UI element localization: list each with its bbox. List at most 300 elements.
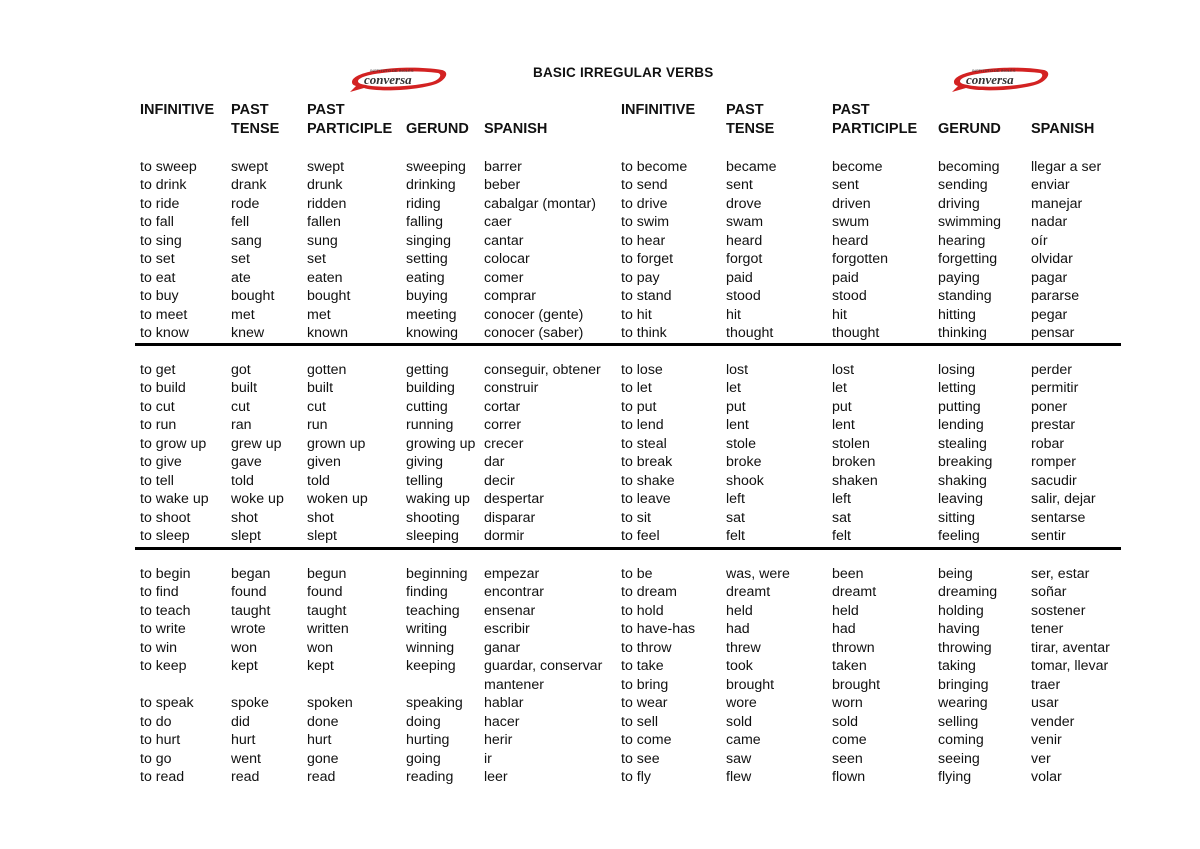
cell-past-participle: let [832, 380, 847, 397]
cell-past-tense: was, were [726, 566, 790, 582]
cell-gerund: beginning [406, 566, 468, 582]
cell-past-participle: lost [832, 362, 855, 378]
cell-past-tense: broke [726, 454, 762, 471]
cell-past-participle: paid [832, 269, 859, 286]
cell-infinitive: to tell [140, 472, 174, 489]
cell-gerund: throwing [938, 639, 992, 656]
table-row [0, 583, 1200, 601]
cell-spanish: hacer [484, 713, 520, 730]
cell-past-tense: woke up [231, 491, 284, 508]
cell-spanish: barrer [484, 159, 522, 175]
cell-gerund: eating [406, 269, 445, 286]
table-row [0, 287, 1200, 305]
cell-gerund: reading [406, 768, 454, 785]
cell-spanish: construir [484, 380, 539, 397]
table-row [0, 195, 1200, 213]
cell-gerund: going [406, 750, 441, 767]
cell-infinitive: to steal [621, 435, 667, 452]
cell-gerund: coming [938, 732, 984, 749]
cell-gerund: meeting [406, 306, 457, 323]
header-line1: PAST [307, 102, 345, 118]
cell-past-tense: slept [231, 528, 261, 545]
header-line2: TENSE [231, 121, 280, 137]
cell-past-tense: hit [726, 306, 741, 323]
cell-spanish: cabalgar (montar) [484, 195, 596, 212]
cell-spanish: beber [484, 177, 521, 194]
header-infinitive [621, 101, 695, 139]
cell-past-tense: felt [726, 528, 745, 545]
cell-gerund: stealing [938, 435, 987, 452]
cell-spanish: sostener [1031, 602, 1086, 619]
cell-gerund: sending [938, 177, 988, 194]
cell-past-tense: swam [726, 214, 764, 231]
cell-past-tense: took [726, 658, 753, 675]
cell-gerund: sweeping [406, 159, 466, 175]
cell-past-tense: sang [231, 232, 262, 249]
cell-spanish: romper [1031, 454, 1076, 471]
cell-past-tense: sent [726, 177, 753, 194]
cell-past-tense: drove [726, 195, 762, 212]
cell-spanish: conocer (saber) [484, 325, 584, 342]
cell-infinitive: to keep [140, 658, 187, 675]
cell-spanish: olvidar [1031, 251, 1073, 268]
cell-past-tense: went [231, 750, 261, 767]
cell-infinitive: to write [140, 621, 186, 638]
cell-spanish: pararse [1031, 288, 1080, 305]
cell-past-tense: fell [231, 214, 250, 231]
table-row [0, 213, 1200, 231]
cell-infinitive: to shake [621, 472, 675, 489]
cell-spanish: vender [1031, 713, 1075, 730]
table-row [0, 324, 1200, 342]
cell-past-participle: hurt [307, 732, 332, 749]
cell-past-participle: left [832, 491, 851, 508]
cell-infinitive: to hear [621, 232, 666, 249]
cell-infinitive: to fly [621, 768, 651, 785]
cell-spanish: correr [484, 417, 522, 434]
cell-infinitive: to meet [140, 306, 188, 323]
cell-past-tense: read [231, 768, 260, 785]
cell-infinitive: to run [140, 417, 177, 434]
cell-infinitive: to ride [140, 195, 180, 212]
cell-gerund: standing [938, 288, 992, 305]
table-row [0, 639, 1200, 657]
table-row [0, 472, 1200, 490]
cell-past-tense: cut [231, 398, 250, 415]
cell-gerund: dreaming [938, 584, 998, 601]
header-line1 [406, 101, 469, 120]
cell-gerund: finding [406, 584, 448, 601]
cell-past-tense: became [726, 159, 777, 175]
cell-past-tense: saw [726, 750, 752, 767]
cell-gerund: putting [938, 398, 981, 415]
cell-spanish: hablar [484, 695, 524, 712]
cell-past-participle: become [832, 159, 883, 175]
cell-spanish: oír [1031, 232, 1048, 249]
cell-gerund: setting [406, 251, 448, 268]
cell-infinitive: to sing [140, 232, 182, 249]
cell-past-participle: lent [832, 417, 855, 434]
cell-past-participle: swum [832, 214, 870, 231]
cell-gerund: paying [938, 269, 980, 286]
cell-spanish: poner [1031, 398, 1068, 415]
cell-spanish: despertar [484, 491, 544, 508]
cell-past-participle: come [832, 732, 867, 749]
table-row [0, 527, 1200, 545]
cell-gerund: sleeping [406, 528, 459, 545]
cell-past-participle: sat [832, 509, 851, 526]
table-row [0, 453, 1200, 471]
cell-spanish: tomar, llevar [1031, 658, 1109, 675]
cell-spanish: soñar [1031, 584, 1067, 601]
cell-past-tense: sat [726, 509, 745, 526]
table-row [0, 490, 1200, 508]
cell-gerund: feeling [938, 528, 980, 545]
cell-infinitive: to cut [140, 398, 175, 415]
cell-past-participle: driven [832, 195, 871, 212]
cell-spanish: conocer (gente) [484, 306, 584, 323]
cell-infinitive: to buy [140, 288, 179, 305]
cell-past-participle: taught [307, 602, 347, 619]
cell-spanish: herir [484, 732, 513, 749]
cell-infinitive: to sweep [140, 159, 197, 175]
cell-past-tense: heard [726, 232, 763, 249]
cell-past-participle: written [307, 621, 349, 638]
cell-infinitive: to stand [621, 288, 672, 305]
logo-text: conversa [966, 72, 1014, 87]
cell-infinitive: to go [140, 750, 172, 767]
cell-infinitive: to begin [140, 566, 191, 582]
header-line1: INFINITIVE [621, 102, 696, 118]
header-line1 [938, 101, 1001, 120]
cell-gerund: winning [406, 639, 455, 656]
cell-spanish: tener [1031, 621, 1064, 638]
table-row [0, 768, 1200, 786]
cell-past-tense: stood [726, 288, 761, 305]
cell-past-participle: put [832, 398, 852, 415]
cell-past-tense: lent [726, 417, 749, 434]
table-row [0, 416, 1200, 434]
cell-infinitive: to swim [621, 214, 670, 231]
cell-spanish: ganar [484, 639, 521, 656]
cell-past-participle: told [307, 472, 330, 489]
cell-infinitive: to sleep [140, 528, 190, 545]
table-row [0, 657, 1200, 675]
cell-gerund: giving [406, 454, 444, 471]
cell-past-tense: won [231, 639, 258, 656]
page-title: BASIC IRREGULAR VERBS [533, 65, 714, 80]
cell-past-participle: set [307, 251, 326, 268]
cell-gerund: singing [406, 232, 451, 249]
cell-past-participle: kept [307, 658, 334, 675]
cell-past-participle: shaken [832, 472, 878, 489]
cell-gerund: teaching [406, 602, 460, 619]
cell-past-tense: let [726, 380, 741, 397]
cell-spanish: manejar [1031, 195, 1083, 212]
table-row [0, 713, 1200, 731]
cell-spanish: permitir [1031, 380, 1079, 397]
cell-past-participle: given [307, 454, 341, 471]
table-row [0, 435, 1200, 453]
header-spanish [1031, 101, 1094, 139]
cell-spanish: cantar [484, 232, 524, 249]
cell-gerund: thinking [938, 325, 987, 342]
cell-infinitive: to find [140, 584, 179, 601]
header-line2: GERUND [406, 121, 469, 137]
cell-past-participle: sung [307, 232, 338, 249]
cell-past-tense: rode [231, 195, 260, 212]
cell-spanish: comer [484, 269, 524, 286]
header-line2: SPANISH [484, 121, 548, 137]
cell-past-tense: thought [726, 325, 774, 342]
cell-infinitive: to be [621, 566, 653, 582]
cell-gerund: becoming [938, 159, 1000, 175]
cell-gerund: waking up [406, 491, 470, 508]
cell-past-participle: seen [832, 750, 863, 767]
cell-gerund: keeping [406, 658, 456, 675]
cell-past-tense: wore [726, 695, 757, 712]
cell-gerund: writing [406, 621, 447, 638]
cell-past-tense: gave [231, 454, 262, 471]
cell-past-participle: forgotten [832, 251, 889, 268]
cell-past-participle: slept [307, 528, 337, 545]
cell-gerund: letting [938, 380, 976, 397]
table-row [0, 398, 1200, 416]
logo-small-text: INSTITUTO DE INGLÉS [370, 68, 414, 73]
cell-past-participle: eaten [307, 269, 343, 286]
cell-spanish: pensar [1031, 325, 1075, 342]
cell-gerund: doing [406, 713, 441, 730]
cell-infinitive: to set [140, 251, 175, 268]
cell-past-participle: done [307, 713, 339, 730]
table-row [0, 176, 1200, 194]
cell-spanish: ver [1031, 750, 1051, 767]
cell-past-tense: forgot [726, 251, 763, 268]
cell-gerund: being [938, 566, 973, 582]
cell-gerund: breaking [938, 454, 993, 471]
cell-spanish: usar [1031, 695, 1059, 712]
cell-past-tense: brought [726, 676, 775, 693]
cell-past-participle: begun [307, 566, 347, 582]
table-row [0, 250, 1200, 268]
cell-past-participle: won [307, 639, 334, 656]
table-row [0, 509, 1200, 527]
header-line2: SPANISH [1031, 121, 1095, 137]
cell-past-participle: built [307, 380, 334, 397]
cell-spanish: dormir [484, 528, 525, 545]
cell-past-participle: held [832, 602, 859, 619]
cell-past-participle: had [832, 621, 856, 638]
cell-gerund: leaving [938, 491, 983, 508]
header-line2 [140, 120, 214, 139]
cell-past-participle: sent [832, 177, 859, 194]
cell-infinitive: to take [621, 658, 664, 675]
header-infinitive [140, 101, 214, 139]
cell-spanish: robar [1031, 435, 1065, 452]
cell-spanish: encontrar [484, 584, 544, 601]
table-row [0, 361, 1200, 379]
cell-spanish: empezar [484, 566, 540, 582]
table-row [0, 750, 1200, 768]
cell-past-participle: hit [832, 306, 847, 323]
cell-infinitive: to lose [621, 362, 663, 378]
cell-past-tense: got [231, 362, 251, 378]
cell-gerund: having [938, 621, 980, 638]
table-row [0, 232, 1200, 250]
cell-spanish: dar [484, 454, 505, 471]
cell-past-tense: set [231, 251, 250, 268]
logo-small-text: INSTITUTO DE INGLÉS [972, 68, 1016, 73]
cell-past-tense: hurt [231, 732, 256, 749]
cell-gerund: wearing [938, 695, 988, 712]
cell-gerund: knowing [406, 325, 459, 342]
cell-past-participle: met [307, 306, 331, 323]
table-row [0, 731, 1200, 749]
cell-infinitive: to shoot [140, 509, 191, 526]
cell-gerund: losing [938, 362, 976, 378]
cell-past-tense: lost [726, 362, 749, 378]
cell-gerund: shooting [406, 509, 460, 526]
cell-spanish: escribir [484, 621, 530, 638]
cell-spanish: colocar [484, 251, 530, 268]
cell-infinitive: to do [140, 713, 172, 730]
header-past-tense [231, 101, 279, 139]
cell-past-participle: cut [307, 398, 326, 415]
cell-infinitive: to get [140, 362, 176, 378]
section-divider [135, 343, 1121, 346]
cell-infinitive: to wake up [140, 491, 209, 508]
cell-gerund: hitting [938, 306, 976, 323]
cell-infinitive: to win [140, 639, 178, 656]
cell-past-participle: run [307, 417, 328, 434]
cell-gerund: building [406, 380, 455, 397]
cell-infinitive: to become [621, 159, 688, 175]
table-row [0, 565, 1200, 583]
cell-past-participle: ridden [307, 195, 347, 212]
cell-past-tense: shot [231, 509, 258, 526]
header-past-participle [307, 101, 392, 139]
cell-past-tense: paid [726, 269, 753, 286]
cell-past-participle: sold [832, 713, 859, 730]
header-line2: TENSE [726, 121, 775, 137]
cell-spanish: prestar [1031, 417, 1076, 434]
cell-infinitive: to wear [621, 695, 668, 712]
cell-infinitive: to build [140, 380, 186, 397]
cell-spanish: crecer [484, 435, 524, 452]
cell-past-participle: swept [307, 159, 345, 175]
cell-gerund: seeing [938, 750, 980, 767]
logo-text: conversa [364, 72, 412, 87]
cell-spanish: ir [484, 750, 492, 767]
cell-infinitive: to send [621, 177, 668, 194]
cell-past-participle: grown up [307, 435, 366, 452]
cell-spanish: decir [484, 472, 515, 489]
cell-infinitive: to see [621, 750, 660, 767]
cell-spanish: guardar, conservar [484, 658, 603, 675]
cell-spanish: llegar a ser [1031, 159, 1102, 175]
header-line1: INFINITIVE [140, 102, 215, 118]
cell-past-tense: held [726, 602, 753, 619]
cell-infinitive: to come [621, 732, 672, 749]
cell-past-participle: thought [832, 325, 880, 342]
cell-past-tense: met [231, 306, 255, 323]
header-line1: PAST [726, 102, 764, 118]
table-row [0, 676, 1200, 694]
cell-past-tense: left [726, 491, 745, 508]
cell-spanish: enviar [1031, 177, 1070, 194]
cell-spanish: mantener [484, 676, 544, 693]
cell-infinitive: to eat [140, 269, 176, 286]
cell-infinitive: to speak [140, 695, 194, 712]
table-row [0, 620, 1200, 638]
cell-past-participle: shot [307, 509, 334, 526]
cell-past-tense: dreamt [726, 584, 771, 601]
header-line1 [1031, 101, 1094, 120]
cell-spanish: pegar [1031, 306, 1068, 323]
cell-past-participle: gone [307, 750, 339, 767]
section-divider [135, 547, 1121, 550]
cell-infinitive: to drive [621, 195, 668, 212]
table-row [0, 158, 1200, 176]
cell-gerund: forgetting [938, 251, 998, 268]
cell-past-participle: been [832, 566, 864, 582]
cell-past-participle: bought [307, 288, 351, 305]
cell-past-tense: sold [726, 713, 753, 730]
table-row [0, 306, 1200, 324]
header-line1: PAST [832, 102, 870, 118]
cell-past-tense: grew up [231, 435, 282, 452]
header-line1: PAST [231, 102, 269, 118]
cell-past-tense: began [231, 566, 271, 582]
cell-past-tense: swept [231, 159, 269, 175]
cell-spanish: cortar [484, 398, 521, 415]
cell-past-participle: heard [832, 232, 869, 249]
cell-spanish: ser, estar [1031, 566, 1090, 582]
cell-infinitive: to hurt [140, 732, 181, 749]
cell-spanish: caer [484, 214, 512, 231]
cell-infinitive: to give [140, 454, 182, 471]
cell-past-tense: drank [231, 177, 267, 194]
table-row [0, 694, 1200, 712]
cell-gerund: flying [938, 768, 972, 785]
cell-past-participle: dreamt [832, 584, 877, 601]
cell-spanish: sacudir [1031, 472, 1077, 489]
table-row [0, 602, 1200, 620]
cell-gerund: sitting [938, 509, 976, 526]
cell-past-tense: spoke [231, 695, 269, 712]
cell-past-participle: woken up [307, 491, 368, 508]
cell-past-tense: ran [231, 417, 252, 434]
cell-spanish: sentarse [1031, 509, 1086, 526]
cell-past-tense: came [726, 732, 761, 749]
cell-infinitive: to hold [621, 602, 664, 619]
cell-past-tense: put [726, 398, 746, 415]
table-row [0, 379, 1200, 397]
cell-past-tense: found [231, 584, 267, 601]
cell-past-tense: told [231, 472, 254, 489]
cell-past-participle: brought [832, 676, 881, 693]
cell-infinitive: to grow up [140, 435, 207, 452]
header-line2: GERUND [938, 121, 1001, 137]
cell-infinitive: to feel [621, 528, 660, 545]
cell-gerund: bringing [938, 676, 989, 693]
cell-past-participle: stolen [832, 435, 870, 452]
cell-past-participle: read [307, 768, 336, 785]
cell-gerund: shaking [938, 472, 987, 489]
cell-past-participle: stood [832, 288, 867, 305]
header-line2: PARTICIPLE [307, 121, 393, 137]
cell-gerund: telling [406, 472, 444, 489]
